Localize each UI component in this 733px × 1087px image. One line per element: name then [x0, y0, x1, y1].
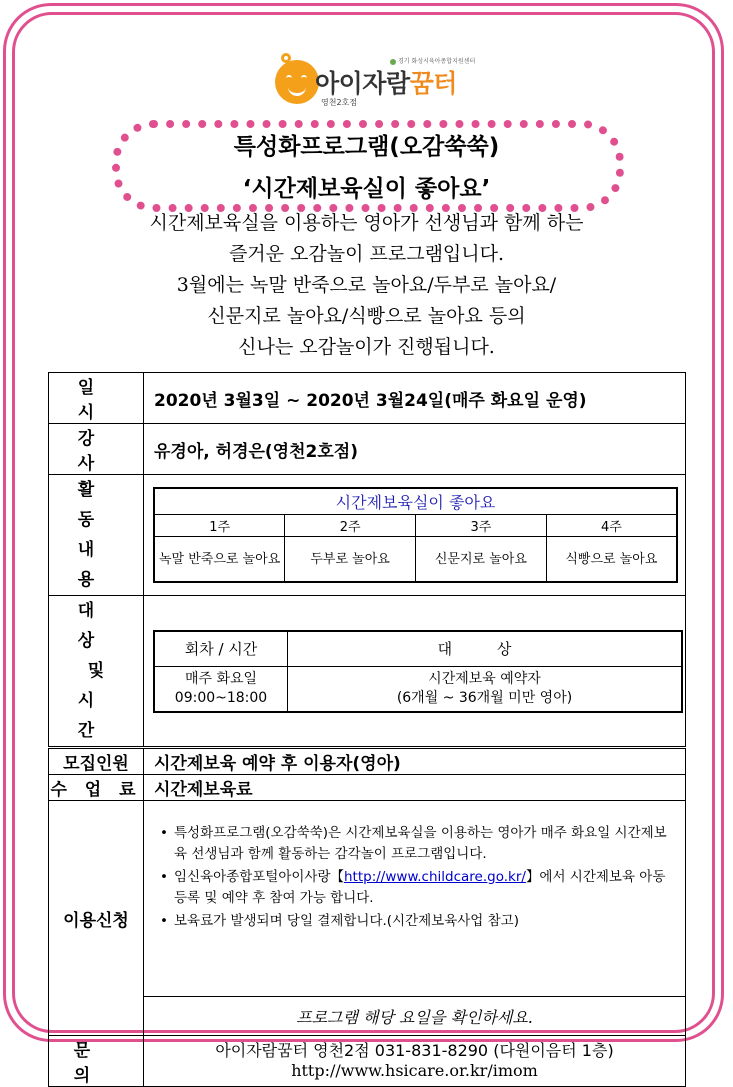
- schedule-time: 매주 화요일 09:00~18:00: [154, 666, 288, 712]
- value-recruit: 시간제보육 예약 후 이용자(영아): [144, 748, 686, 775]
- label-contact: 문 의: [49, 1036, 144, 1087]
- row-activity: [49, 475, 686, 596]
- value-activity: [144, 475, 686, 596]
- row-target: [49, 596, 686, 748]
- value-fee: 시간제보육료: [144, 775, 686, 801]
- intro-line: 신문지로 놀아요/식빵으로 놀아요 등의: [207, 305, 526, 327]
- leaf-icon: [390, 59, 396, 65]
- confirm-notice: 프로그램 해당 요일을 확인하세요.: [144, 997, 686, 1036]
- label-activity: 활 동 내 용: [49, 475, 144, 596]
- info-table: [48, 372, 686, 1087]
- label-date: 일 시: [49, 373, 144, 424]
- schedule-table: [153, 630, 683, 713]
- value-date: 2020년 3월3일 ~ 2020년 3월24일(매주 화요일 운영): [144, 373, 686, 424]
- intro-line: 3월에는 녹말 반죽으로 놀아요/두부로 놀아요/: [176, 274, 557, 296]
- smiley-icon: [275, 60, 319, 104]
- title-sub: ‘시간제보육실이 좋아요’: [242, 176, 491, 202]
- logo-name: 아이자람꿈터: [315, 69, 457, 98]
- activity-item: 두부로 놀아요: [285, 537, 416, 583]
- label-teacher: 강 사: [49, 424, 144, 475]
- row-teacher: [49, 424, 686, 475]
- apply-note: • 임신육아종합포털아이사랑【http://www.childcare.go.kr/】에서 시간제보육 아동등록 및 예약 후 참여 가능 합니다.: [160, 867, 671, 909]
- row-confirm: [49, 997, 686, 1036]
- row-fee: [49, 775, 686, 801]
- row-apply: [49, 801, 686, 997]
- schedule-target: 시간제보육 예약자 (6개월 ~ 36개월 미만 영아): [288, 666, 683, 712]
- activity-item: 녹말 반죽으로 놀아요: [154, 537, 285, 583]
- value-contact: [144, 1036, 686, 1087]
- childcare-link[interactable]: http://www.childcare.go.kr/: [344, 869, 526, 885]
- apply-note: • 보육료가 발생되며 당일 결제합니다.(시간제보육사업 참고): [160, 911, 671, 932]
- value-target: [144, 596, 686, 748]
- label-target: 대 상 및 시 간: [49, 596, 144, 748]
- apply-note: • 특성화프로그램(오감쑥쑥)은 시간제보육실을 이용하는 영아가 매주 화요일 시간제보육 선생님과 함께 활동하는 감각놀이 프로그램입니다.: [160, 823, 671, 865]
- intro-text: [0, 208, 733, 363]
- intro-line: 신나는 오감놀이가 진행됩니다.: [238, 336, 495, 358]
- week-label: 3주: [416, 515, 547, 537]
- contact-info: 아이자람꿈터 영천2점 031-831-8290 (다원이음터 1층): [215, 1041, 614, 1060]
- activity-item: 식빵으로 놀아요: [546, 537, 677, 583]
- value-apply: [144, 801, 686, 997]
- week-label: 4주: [546, 515, 677, 537]
- label-fee: 수 업 료: [49, 775, 144, 801]
- week-label: 1주: [154, 515, 285, 537]
- apply-notes: [144, 801, 685, 932]
- row-contact: [49, 1036, 686, 1087]
- activity-table: [153, 487, 678, 583]
- intro-line: 시간제보육실을 이용하는 영아가 선생님과 함께 하는: [149, 212, 584, 234]
- title-main: 특성화프로그램(오감쑥쑥): [233, 134, 500, 160]
- week-label: 2주: [285, 515, 416, 537]
- schedule-header-target: 대 상: [288, 631, 683, 667]
- row-recruit: [49, 748, 686, 775]
- schedule-header-time: 회차 / 시간: [154, 631, 288, 667]
- logo-tagline: 경기 화성시육아종합지원센터: [390, 56, 475, 65]
- activity-title: 시간제보육실이 좋아요: [154, 488, 677, 515]
- logo-branch: 영천2호점: [321, 98, 358, 107]
- row-date: [49, 373, 686, 424]
- intro-line: 즐거운 오감놀이 프로그램입니다.: [228, 243, 505, 265]
- label-recruit: 모집인원: [49, 748, 144, 775]
- activity-item: 신문지로 놀아요: [416, 537, 547, 583]
- contact-url[interactable]: http://www.hsicare.or.kr/imom: [291, 1061, 538, 1080]
- value-teacher: 유경아, 허경은(영천2호점): [144, 424, 686, 475]
- label-apply: 이용신청: [49, 801, 144, 1036]
- logo: [275, 52, 490, 112]
